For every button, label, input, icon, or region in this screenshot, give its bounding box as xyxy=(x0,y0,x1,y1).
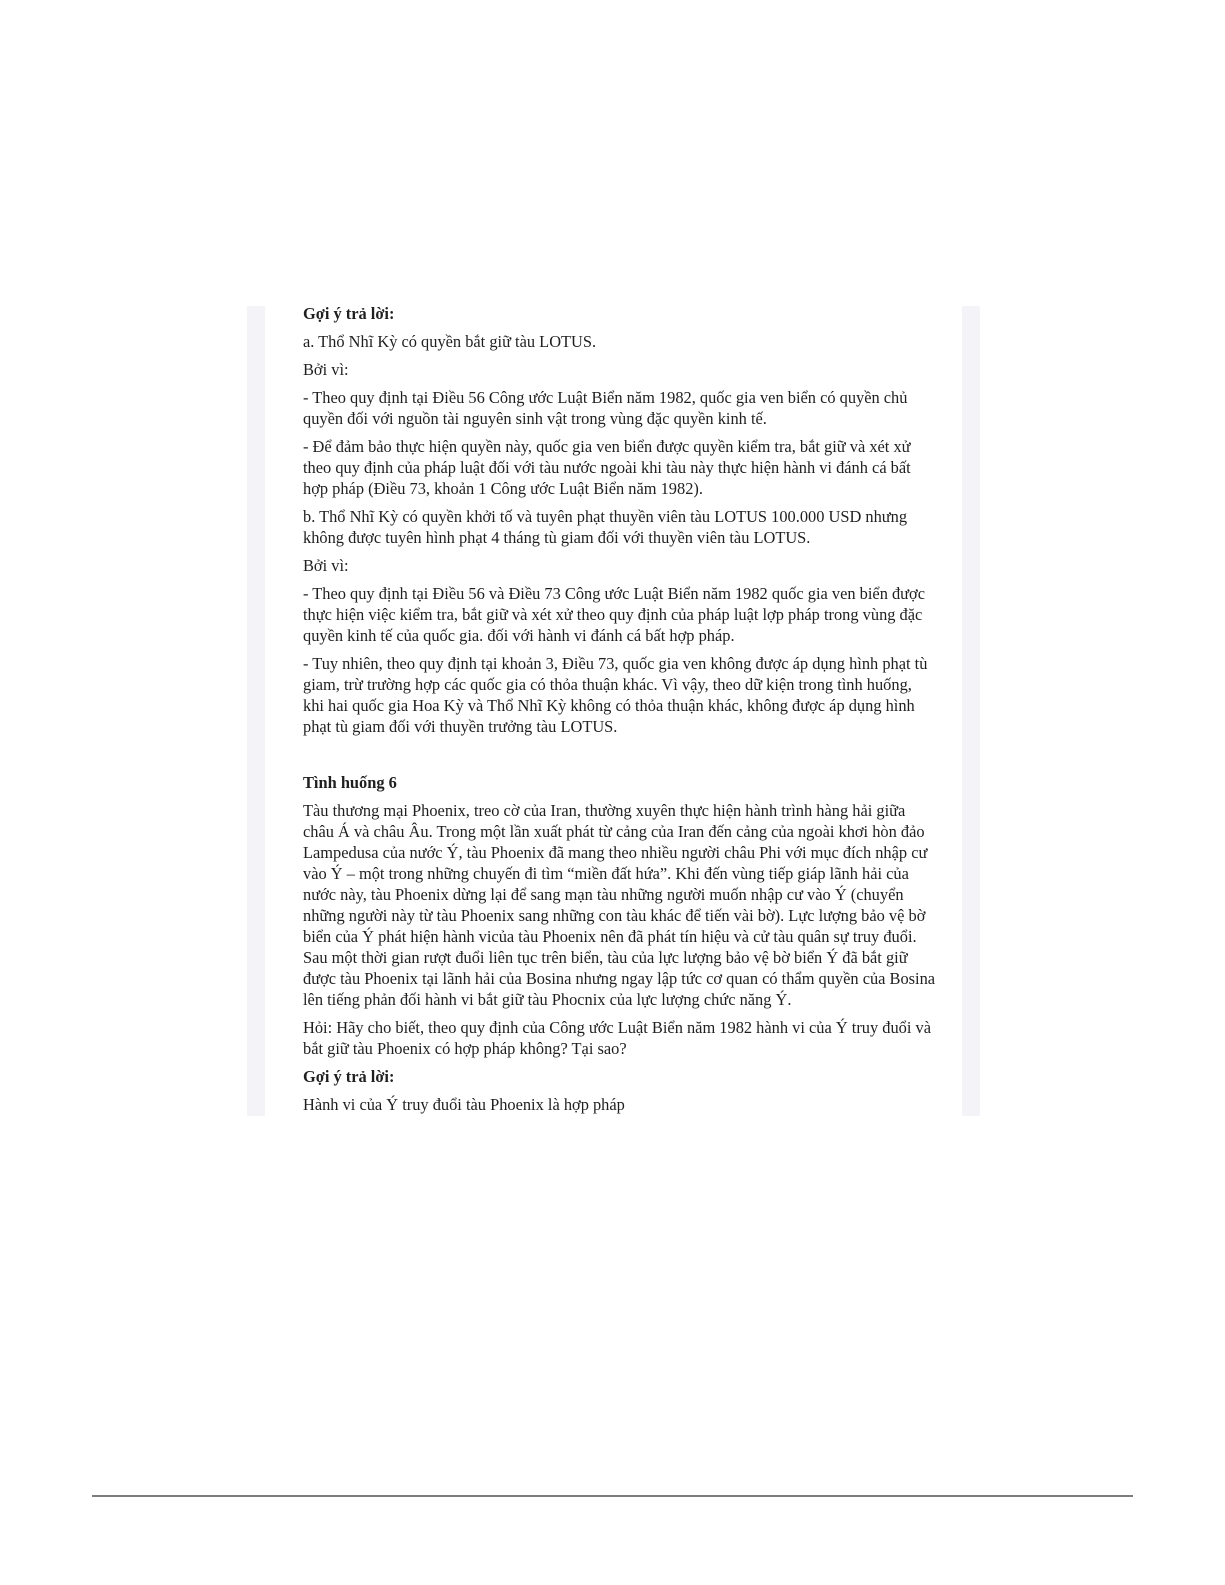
heading-tinh-huong-6 xyxy=(303,772,1003,793)
text-line: khi hai quốc gia Hoa Kỳ và Thổ Nhĩ Kỳ không có thỏa thuận khác, không được áp dụng hình xyxy=(303,696,915,715)
case-6-answer xyxy=(303,1094,1003,1115)
reason-b-1 xyxy=(303,583,1003,646)
text-line: - Theo quy định tại Điều 56 Công ước Luật Biển năm 1982, quốc gia ven biển có quyền chủ xyxy=(303,388,908,407)
reason-b-2 xyxy=(303,653,1003,737)
page-footer-divider xyxy=(92,1495,1133,1497)
text-line: a. Thổ Nhĩ Kỳ có quyền bắt giữ tàu LOTUS. xyxy=(303,332,597,351)
text-line: Hành vi của Ý truy đuổi tàu Phoenix là hợp pháp xyxy=(303,1095,625,1114)
text-line: lên tiếng phản đối hành vi bắt giữ tàu Phocnix của lực lượng chức năng Ý. xyxy=(303,990,792,1009)
text-line: Sau một thời gian rượt đuổi liên tục trên biển, tàu của lực lượng bảo vệ bờ biển Ý đã bắt giữ xyxy=(303,948,908,967)
text-line: biển của Ý phát hiện hành vicủa tàu Phoenix nên đã phát tín hiệu và cử tàu quân sự truy đuổi. xyxy=(303,927,917,946)
document-text-block xyxy=(303,303,1003,1122)
text-line: Hỏi: Hãy cho biết, theo quy định của Công ước Luật Biển năm 1982 hành vi của Ý truy đuổi và xyxy=(303,1018,931,1037)
text-line: quyền đối với nguồn tài nguyên sinh vật trong vùng đặc quyền kinh tế. xyxy=(303,409,767,428)
text-line: hợp pháp (Điều 73, khoản 1 Công ước Luật Biển năm 1982). xyxy=(303,479,703,498)
text-line: thực hiện việc kiểm tra, bắt giữ và xét xử theo quy định của pháp luật lợp pháp trong vùng đặc xyxy=(303,605,923,624)
heading-goi-y-tra-loi-1 xyxy=(303,303,1003,324)
reason-a-2 xyxy=(303,436,1003,499)
boi-vi-2 xyxy=(303,555,1003,576)
blank-line xyxy=(303,744,1003,765)
text-line: Lampedusa của nước Ý, tàu Phoenix đã mang theo nhiều người châu Phi với mục đích nhập cư xyxy=(303,843,928,862)
text-line: quyền kinh tế của quốc gia. đối với hành vi đánh cá bất hợp pháp. xyxy=(303,626,735,645)
answer-a xyxy=(303,331,1003,352)
text-line: vào Ý – một trong những chuyến đi tìm “miền đất hứa”. Khi đến vùng tiếp giáp lãnh hải của xyxy=(303,864,909,883)
text-line: được tàu Phoenix tại lãnh hải của Bosina nhưng ngay lập tức cơ quan có thẩm quyền của Bosina xyxy=(303,969,936,988)
text-line: Gợi ý trả lời: xyxy=(303,304,395,323)
reason-a-1 xyxy=(303,387,1003,429)
text-line: phạt tù giam đối với thuyền trưởng tàu LOTUS. xyxy=(303,717,618,736)
text-line: - Để đảm bảo thực hiện quyền này, quốc gia ven biển được quyền kiểm tra, bắt giữ và xét xử xyxy=(303,437,911,456)
case-6-facts xyxy=(303,800,1003,1010)
boi-vi-1 xyxy=(303,359,1003,380)
text-line: - Theo quy định tại Điều 56 và Điều 73 Công ước Luật Biển năm 1982 quốc gia ven biển được xyxy=(303,584,926,603)
heading-goi-y-tra-loi-2 xyxy=(303,1066,1003,1087)
text-line: Tình huống 6 xyxy=(303,773,397,792)
text-line: nước này, tàu Phoenix dừng lại để sang mạn tàu những người muốn nhập cư vào Ý (chuyển xyxy=(303,885,904,904)
answer-b xyxy=(303,506,1003,548)
text-line: Gợi ý trả lời: xyxy=(303,1067,395,1086)
text-line: những người này từ tàu Phoenix sang những con tàu khác để tiến vài bờ). Lực lượng bảo vệ bờ xyxy=(303,906,926,925)
text-line: Bởi vì: xyxy=(303,360,349,379)
text-line: - Tuy nhiên, theo quy định tại khoản 3, Điều 73, quốc gia ven không được áp dụng hình phạt tù xyxy=(303,654,928,673)
text-line: không được tuyên hình phạt 4 tháng tù giam đối với thuyền viên tàu LOTUS. xyxy=(303,528,811,547)
text-line: Tàu thương mại Phoenix, treo cờ của Iran, thường xuyên thực hiện hành trình hàng hải giữa xyxy=(303,801,906,820)
page-margin-strip-left xyxy=(247,306,265,1116)
text-line: b. Thổ Nhĩ Kỳ có quyền khởi tố và tuyên phạt thuyền viên tàu LOTUS 100.000 USD nhưng xyxy=(303,507,908,526)
text-line: Bởi vì: xyxy=(303,556,349,575)
text-line: châu Á và châu Âu. Trong một lần xuất phát từ cảng của Iran đến cảng của ngoài khơi hòn đảo xyxy=(303,822,925,841)
case-6-question xyxy=(303,1017,1003,1059)
text-line: theo quy định của pháp luật đối với tàu nước ngoài khi tàu này thực hiện hành vi đánh cá bất xyxy=(303,458,911,477)
text-line: bắt giữ tàu Phoenix có hợp pháp không? Tại sao? xyxy=(303,1039,627,1058)
text-line: giam, trừ trường hợp các quốc gia có thỏa thuận khác. Vì vậy, theo dữ kiện trong tình huống, xyxy=(303,675,912,694)
